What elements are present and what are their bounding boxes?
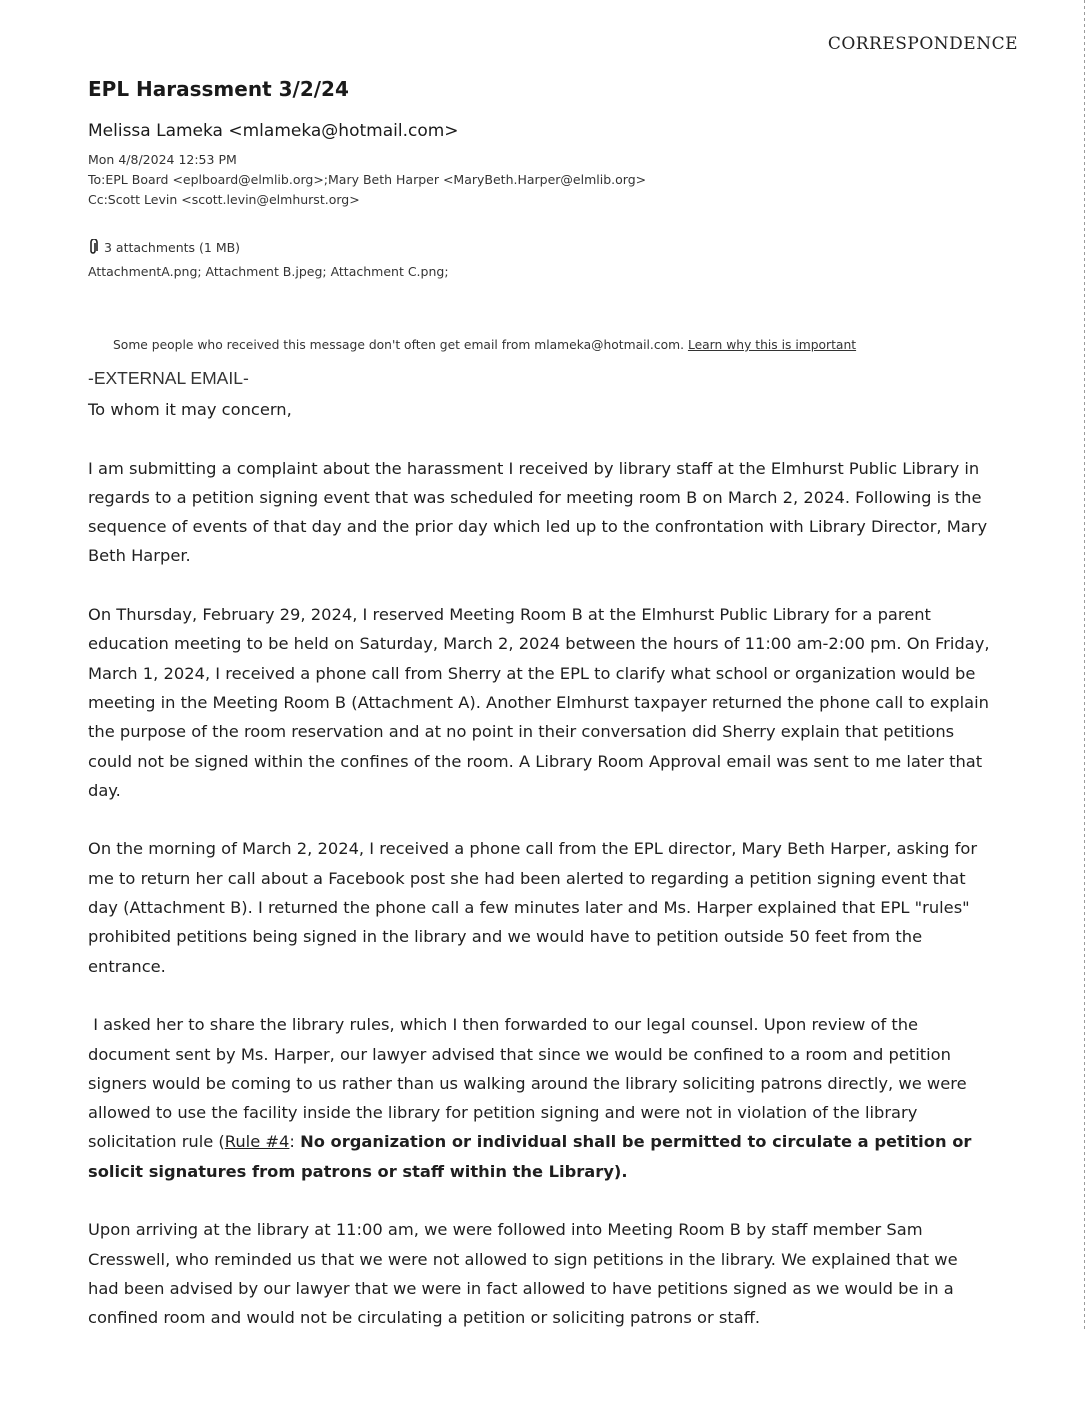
learn-why-link[interactable]: Learn why this is important	[687, 338, 857, 352]
attachments-list: AttachmentA.png; Attachment B.jpeg; Attachment C.png;	[88, 264, 449, 279]
sender-notice	[113, 338, 1013, 352]
rule-4-text: No organization or individual shall be permitted to circulate a petition or solicit signatures from patrons or staff within the Library).	[88, 1132, 972, 1181]
email-recipients-to: To:EPL Board <eplboard@elmlib.org>;Mary Beth Harper <MaryBeth.Harper@elmlib.org>	[88, 172, 647, 187]
correspondence-stamp: CORRESPONDENCE	[827, 34, 1018, 54]
paragraph-arrival: Upon arriving at the library at 11:00 am, we were followed into Meeting Room B by staff member Sam Cresswell, who reminded us that we were not allowed to sign petitions in the library. We explained that we had been advised by our lawyer that we were in fact allowed to have petitions signed as we would be in a confined room and would not be circulating a petition or soliciting patrons or staff.	[88, 1220, 958, 1328]
attachments-block	[88, 236, 1028, 284]
paragraph-complaint: I am submitting a complaint about the harassment I received by library staff at the Elmhurst Public Library in regards to a petition signing event that was scheduled for meeting room B on March 2, 2024. Following is the sequence of events of that day and the prior day which led up to the confrontation with Library Director, Mary Beth Harper.	[88, 458, 988, 566]
paragraph-legal-counsel	[88, 1010, 993, 1186]
attachments-summary	[88, 236, 1028, 260]
paperclip-icon	[88, 239, 98, 256]
paragraph-reservation: On Thursday, February 29, 2024, I reserved Meeting Room B at the Elmhurst Public Library for a parent education meeting to be held on Saturday, March 2, 2024 between the hours of 11:00 am-2:00 pm. On Friday, March 1, 2024, I received a phone call from Sherry at the EPL to clarify what school or organization would be meeting in the Meeting Room B (Attachment A). Another Elmhurst taxpayer returned the phone call to explain the purpose of the room reservation and at no point in their conversation did Sherry explain that petitions could not be signed within the confines of the room. A Library Room Approval email was sent to me later that day.	[88, 605, 990, 800]
email-recipients-cc: Cc:Scott Levin <scott.levin@elmhurst.org>	[88, 192, 360, 207]
email-date: Mon 4/8/2024 12:53 PM	[88, 152, 237, 167]
greeting: To whom it may concern,	[88, 400, 292, 419]
email-sender: Melissa Lameka <mlameka@hotmail.com>	[88, 121, 459, 141]
paragraph-legal-text: I asked her to share the library rules, which I then forwarded to our legal counsel. Upon review of the document sent by Ms. Harper, our lawyer advised that since we would be confined to a room and petition signers would be coming to us rather than us walking around the library soliciting patrons directly, we were allowed to use the facility inside the library for petition signing and were not in violation of the library solicitation rule (	[88, 1015, 967, 1152]
sender-notice-text: Some people who received this message don't often get email from mlameka@hotmail.com.	[113, 338, 685, 352]
attachments-count: 3 attachments (1 MB)	[104, 240, 241, 255]
rule-4-link[interactable]: Rule #4	[224, 1132, 290, 1152]
paragraph-phone-call: On the morning of March 2, 2024, I received a phone call from the EPL director, Mary Beth Harper, asking for me to return her call about a Facebook post she had been alerted to regarding a petition signing event that day (Attachment B). I returned the phone call a few minutes later and Ms. Harper explained that EPL "rules" prohibited petitions being signed in the library and we would have to petition outside 50 feet from the entrance.	[88, 839, 978, 976]
email-body	[88, 395, 993, 1333]
rule-colon: :	[289, 1132, 301, 1152]
email-subject: EPL Harassment 3/2/24	[88, 77, 349, 101]
email-header	[88, 76, 1028, 284]
scan-edge-artifact	[1084, 0, 1085, 1330]
external-email-tag: -EXTERNAL EMAIL-	[88, 368, 249, 388]
